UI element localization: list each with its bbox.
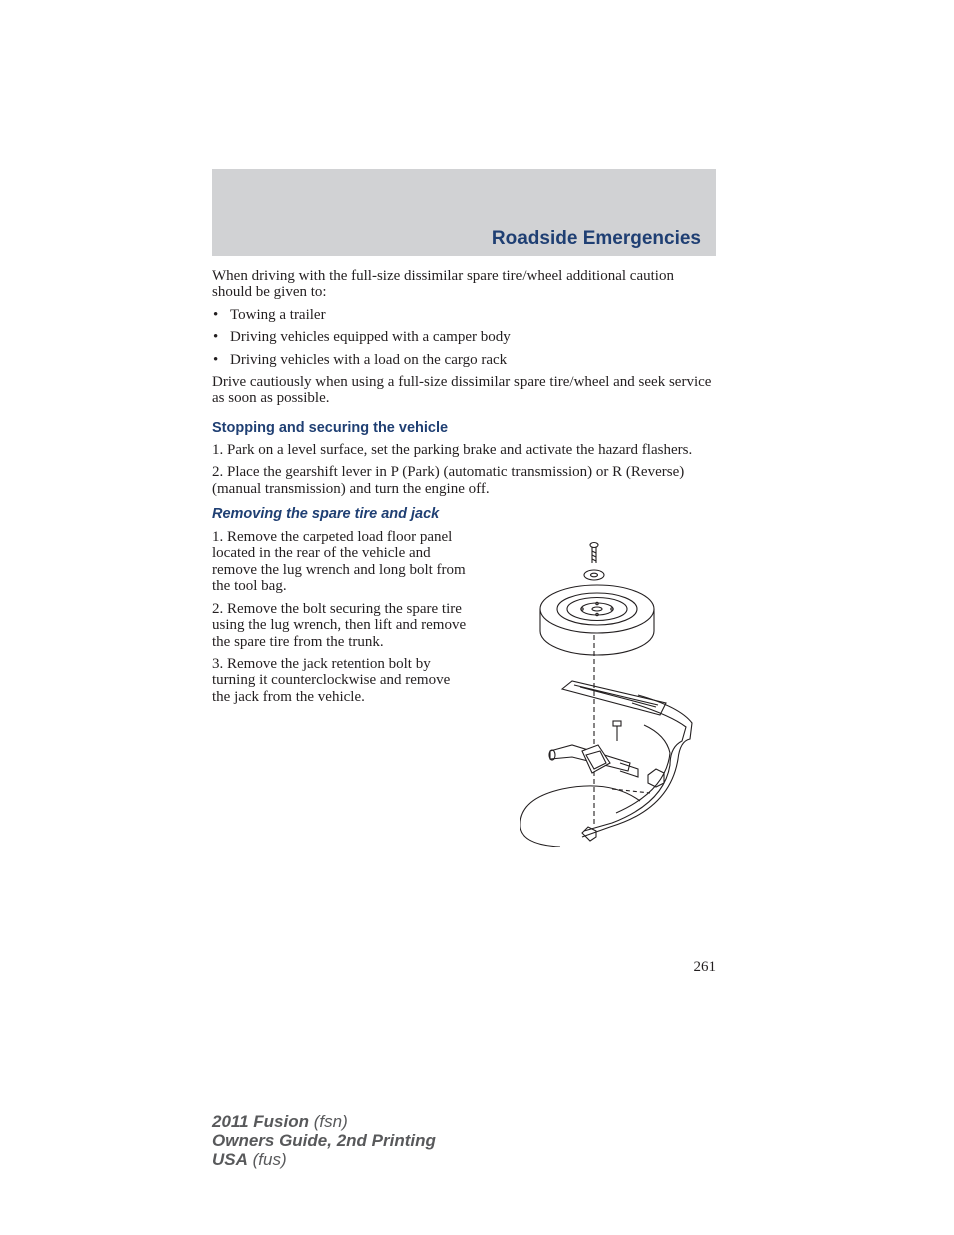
page-number: 261 — [693, 959, 716, 975]
footer-line: USA (fus) — [212, 1150, 287, 1169]
spare-tire-jack-illustration — [520, 527, 700, 847]
list-item: • Towing a trailer — [213, 306, 326, 323]
step-paragraph: 1. Remove the carpeted load floor panel located in the rear of the vehicle and remove the lug wrench and long bolt from the tool bag. — [212, 529, 466, 595]
spare-tire-icon — [540, 585, 654, 655]
heading-stopping-securing: Stopping and securing the vehicle — [212, 419, 449, 436]
step-paragraph: 3. Remove the jack retention bolt by turning it counterclockwise and remove the jack from the vehicle. — [212, 655, 451, 705]
section-title: Roadside Emergencies — [491, 228, 701, 249]
step-paragraph: 2. Remove the bolt securing the spare tire using the lug wrench, then lift and remove the spare tire from the trunk. — [212, 600, 467, 650]
step-paragraph: 1. Park on a level surface, set the parking brake and activate the hazard flashers. — [212, 441, 693, 458]
trunk-well-icon — [520, 695, 692, 847]
retention-bolt-icon — [613, 721, 621, 741]
removal-section — [212, 529, 716, 859]
page-content — [212, 268, 716, 859]
step-paragraph: 2. Place the gearshift lever in P (Park) (automatic transmission) or R (Reverse) (manual transmission) and turn the engine off. — [212, 464, 685, 497]
jack-tray-icon — [562, 681, 666, 715]
footer-line: Owners Guide, 2nd Printing — [212, 1131, 436, 1150]
section-header-band — [212, 169, 716, 256]
footer-imprint — [212, 1112, 436, 1169]
intro-paragraph: When driving with the full-size dissimilar spare tire/wheel additional caution should be given to: — [212, 268, 674, 301]
list-item: • Driving vehicles with a load on the cargo rack — [213, 351, 508, 368]
caution-list — [212, 307, 716, 368]
caution-paragraph: Drive cautiously when using a full-size dissimilar spare tire/wheel and seek service as soon as possible. — [212, 374, 712, 407]
jack-icon — [549, 745, 638, 777]
removal-steps — [212, 529, 470, 711]
washer-icon — [584, 570, 604, 580]
bolt-icon — [590, 543, 598, 564]
footer-line: 2011 Fusion (fsn) — [212, 1112, 348, 1131]
heading-removing-spare: Removing the spare tire and jack — [212, 506, 440, 523]
list-item: • Driving vehicles equipped with a camper body — [213, 329, 511, 346]
